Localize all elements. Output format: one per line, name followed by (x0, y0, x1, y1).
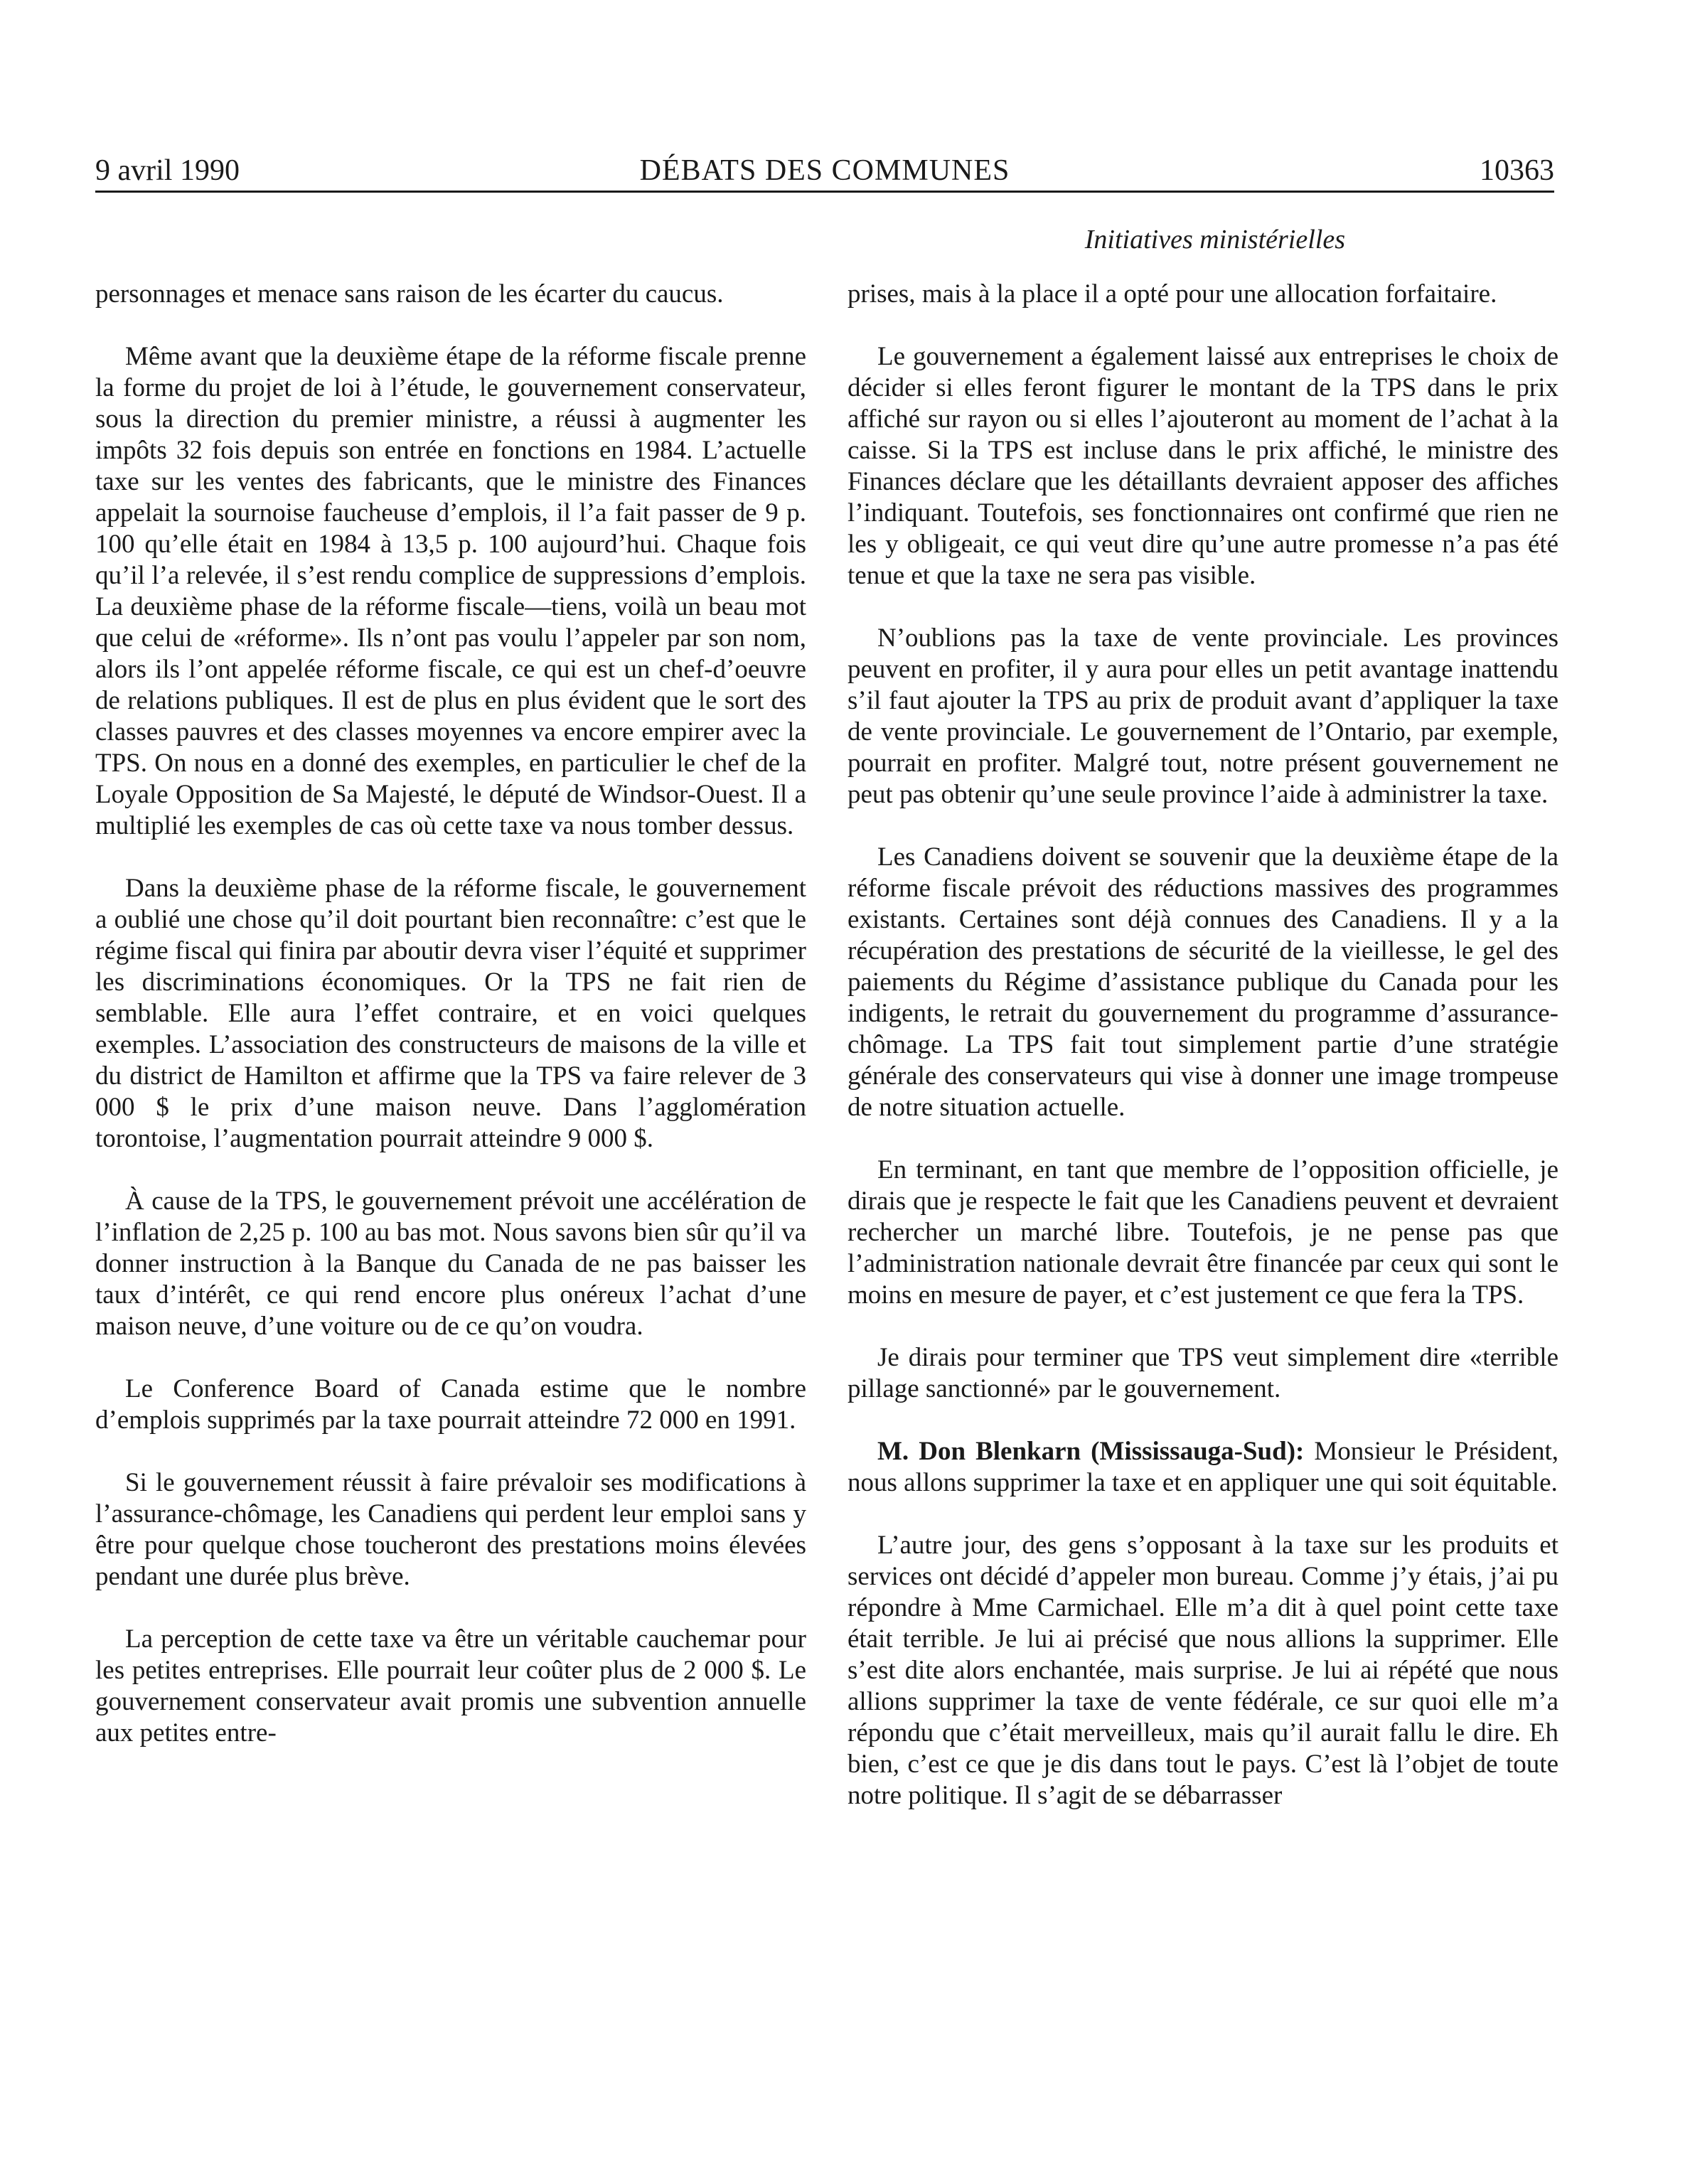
paragraph: À cause de la TPS, le gouvernement prévoit une accélération de l’inflation de 2,25 p. 100 au bas mot. Nous savons bien sûr qu’il va donner instruction à la Banque du Canada de ne pas baisser les taux d’intérêt, ce qui rend encore plus onéreux l’achat d’une maison neuve, d’une voiture ou de ce qu’on voudra. (95, 1187, 806, 1341)
paragraph: Le gouvernement a également laissé aux entreprises le choix de décider si elles feront figurer le montant de la TPS dans le prix affiché sur rayon ou si elles l’ajouteront au moment de l’achat à la caisse. Si la TPS est incluse dans le prix affiché, le ministre des Finances déclare que les détaillants devraient apposer des affiches l’indiquant. Toutefois, ses fonctionnaires ont confirmé que rien ne les y obligeait, ce qui veut dire qu’une autre promesse n’a pas été tenue et que la taxe ne sera pas visible. (848, 342, 1558, 590)
left-column (95, 279, 806, 1780)
header-title: DÉBATS DES COMMUNES (639, 154, 1010, 187)
paragraph: Si le gouvernement réussit à faire prévaloir ses modifications à l’assurance-chômage, les Canadiens qui perdent leur emploi sans y être pour quelque chose toucheront des prestations moins élevées pendant une durée plus brève. (95, 1468, 806, 1591)
header-date: 9 avril 1990 (95, 154, 240, 187)
paragraph: Le Conference Board of Canada estime que le nombre d’emplois supprimés par la taxe pourrait atteindre 72 000 en 1991. (95, 1374, 806, 1435)
speaker-name: M. Don Blenkarn (Mississauga-Sud): (877, 1437, 1305, 1466)
paragraph: N’oublions pas la taxe de vente provinciale. Les provinces peuvent en profiter, il y aura pour elles un petit avantage inattendu s’il faut ajouter la TPS au prix de produit avant d’appliquer la taxe de vente provinciale. Le gouvernement de l’Ontario, par exemple, pourrait en profiter. Malgré tout, notre présent gouvernement ne peut pas obtenir qu’une seule province l’aide à administrer la taxe. (848, 623, 1558, 809)
paragraph: prises, mais à la place il a opté pour une allocation forfaitaire. (848, 279, 1497, 309)
paragraph: Les Canadiens doivent se souvenir que la deuxième étape de la réforme fiscale prévoit des réductions massives des programmes existants. Certaines sont déjà connues des Canadiens. Il y a la récupération des prestations de sécurité de la vieillesse, le gel des paiements du Régime d’assistance publique du Canada pour les indigents, le retrait du gouvernement du programme d’assurance-chômage. La TPS fait tout simplement partie d’une stratégie générale des conservateurs qui vise à donner une image trompeuse de notre situation actuelle. (848, 842, 1558, 1122)
section-label: Initiatives ministérielles (1084, 225, 1345, 255)
right-column (848, 279, 1558, 1843)
header-rule (95, 191, 1554, 193)
speech-paragraph (848, 1436, 1558, 1499)
paragraph: La perception de cette taxe va être un véritable cauchemar pour les petites entreprises. Elle pourrait leur coûter plus de 2 000 $. Le gouvernement conservateur avait promis une subvention annuelle aux petites entre- (95, 1624, 806, 1747)
paragraph: Je dirais pour terminer que TPS veut simplement dire «terrible pillage sanctionné» par le gouvernement. (848, 1343, 1558, 1403)
page-number: 10363 (1480, 154, 1554, 187)
paragraph: En terminant, en tant que membre de l’opposition officielle, je dirais que je respecte le fait que les Canadiens peuvent et devraient rechercher un marché libre. Toutefois, je ne pense pas que l’administration nationale devrait être financée par ceux qui sont le moins en mesure de payer, et c’est justement ce que fera la TPS. (848, 1155, 1558, 1310)
paragraph: Dans la deuxième phase de la réforme fiscale, le gouvernement a oublié une chose qu’il doit pourtant bien reconnaître: c’est que le régime fiscal qui finira par aboutir devra viser l’équité et supprimer les discriminations économiques. Or la TPS ne fait rien de semblable. Elle aura l’effet contraire, et en voici quelques exemples. L’association des constructeurs de maisons de la ville et du district de Hamilton et affirme que la TPS va faire relever de 3 000 $ le prix d’une maison neuve. Dans l’agglomération torontoise, l’augmentation pourrait atteindre 9 000 $. (95, 874, 806, 1153)
speech-text: Monsieur le Président, nous allons supprimer la taxe et en appliquer une qui soit équitable. (848, 1437, 1558, 1497)
paragraph: Même avant que la deuxième étape de la réforme fiscale prenne la forme du projet de loi à l’étude, le gouvernement conservateur, sous la direction du premier ministre, a réussi à augmenter les impôts 32 fois depuis son entrée en fonctions en 1984. L’actuelle taxe sur les ventes des fabricants, que le ministre des Finances appelait la sournoise faucheuse d’emplois, il l’a fait passer de 9 p. 100 qu’elle était en 1984 à 13,5 p. 100 aujourd’hui. Chaque fois qu’il l’a relevée, il s’est rendu complice de suppressions d’emplois. La deuxième phase de la réforme fiscale—tiens, voilà un beau mot que celui de «réforme». Ils n’ont pas voulu l’appeler par son nom, alors ils l’ont appelée réforme fiscale, ce qui est un chef-d’oeuvre de relations publiques. Il est de plus en plus évident que le sort des classes pauvres et des classes moyennes va encore empirer avec la TPS. On nous en a donné des exemples, en particulier le chef de la Loyale Opposition de Sa Majesté, le député de Windsor-Ouest. Il a multiplié les exemples de cas où cette taxe va nous tomber dessus. (95, 342, 806, 840)
paragraph: personnages et menace sans raison de les écarter du caucus. (95, 279, 724, 309)
paragraph: L’autre jour, des gens s’opposant à la taxe sur les produits et services ont décidé d’appeler mon bureau. Comme j’y étais, j’ai pu répondre à Mme Carmichael. Elle m’a dit à quel point cette taxe était terrible. Je lui ai précisé que nous allions la supprimer. Elle s’est dite alors enchantée, mais surprise. Je lui ai répété que nous allions supprimer la taxe de vente fédérale, ce sur quoi elle m’a répondu que c’était merveilleux, mais qu’il aurait fallu le dire. Eh bien, c’est ce que je dis dans tout le pays. C’est là l’objet de toute notre politique. Il s’agit de se débarrasser (848, 1531, 1558, 1810)
page-header (95, 149, 1554, 192)
